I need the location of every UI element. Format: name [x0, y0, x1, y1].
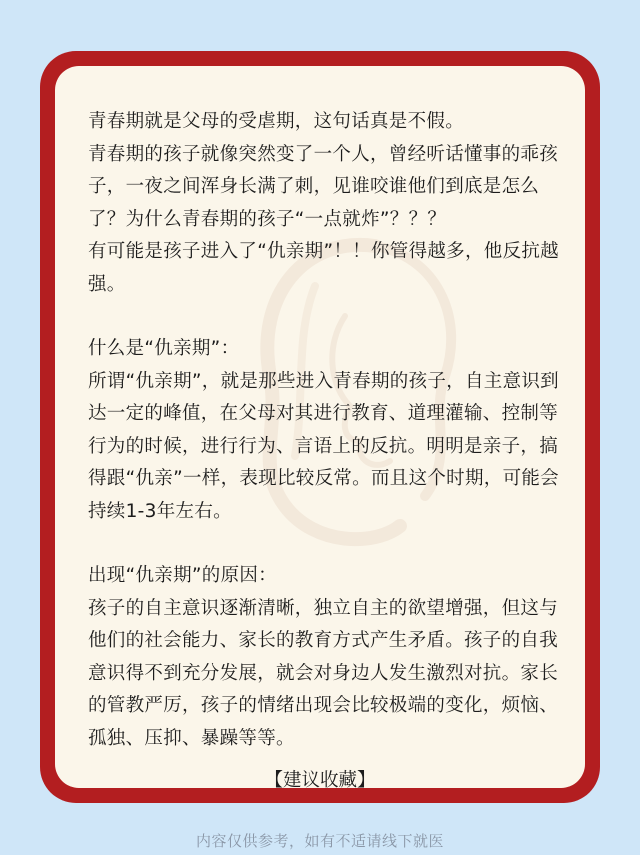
paragraph-spacer	[88, 301, 568, 333]
paragraph-spacer	[88, 528, 568, 560]
article-card	[40, 51, 600, 803]
causes-paragraph: 孩子的自主意识逐渐清晰，独立自主的欲望增强，但这与他们的社会能力、家长的教育方式产生矛盾。孩子的自我意识得不到充分发展，就会对身边人发生激烈对抗。家长的管教严厉，孩子的情绪出现会比较极端的变化，烦恼、孤独、压抑、暴躁等等。	[88, 597, 559, 749]
intro-paragraph: 青春期就是父母的受虐期，这句话真是不假。	[88, 111, 465, 132]
article-body	[88, 106, 568, 755]
section-heading-definition: 什么是“仇亲期”：	[88, 338, 240, 359]
intro-description: 青春期的孩子就像突然变了一个人，曾经听话懂事的乖孩子，一夜之间浑身长满了刺，见谁咬谁他们到底是怎么了？为什么青春期的孩子“一点就炸”？？？	[88, 143, 559, 230]
intro-conclusion: 有可能是孩子进入了“仇亲期”！！你管得越多，他反抗越强。	[88, 241, 559, 295]
medical-disclaimer: 内容仅供参考，如有不适请线下就医	[195, 832, 444, 850]
definition-paragraph: 所谓“仇亲期”，就是那些进入青春期的孩子，自主意识到达一定的峰值，在父母对其进行教育、道理灌输、控制等行为的时候，进行行为、言语上的反抗。明明是亲子，搞得跟“仇亲”一样，表现比较反常。而且这个时期，可能会持续1-3年左右。	[88, 370, 559, 522]
save-suggestion-label: 【建议收藏】	[264, 770, 376, 788]
article-paper	[55, 66, 585, 788]
section-heading-causes: 出现“仇亲期”的原因：	[88, 565, 277, 586]
